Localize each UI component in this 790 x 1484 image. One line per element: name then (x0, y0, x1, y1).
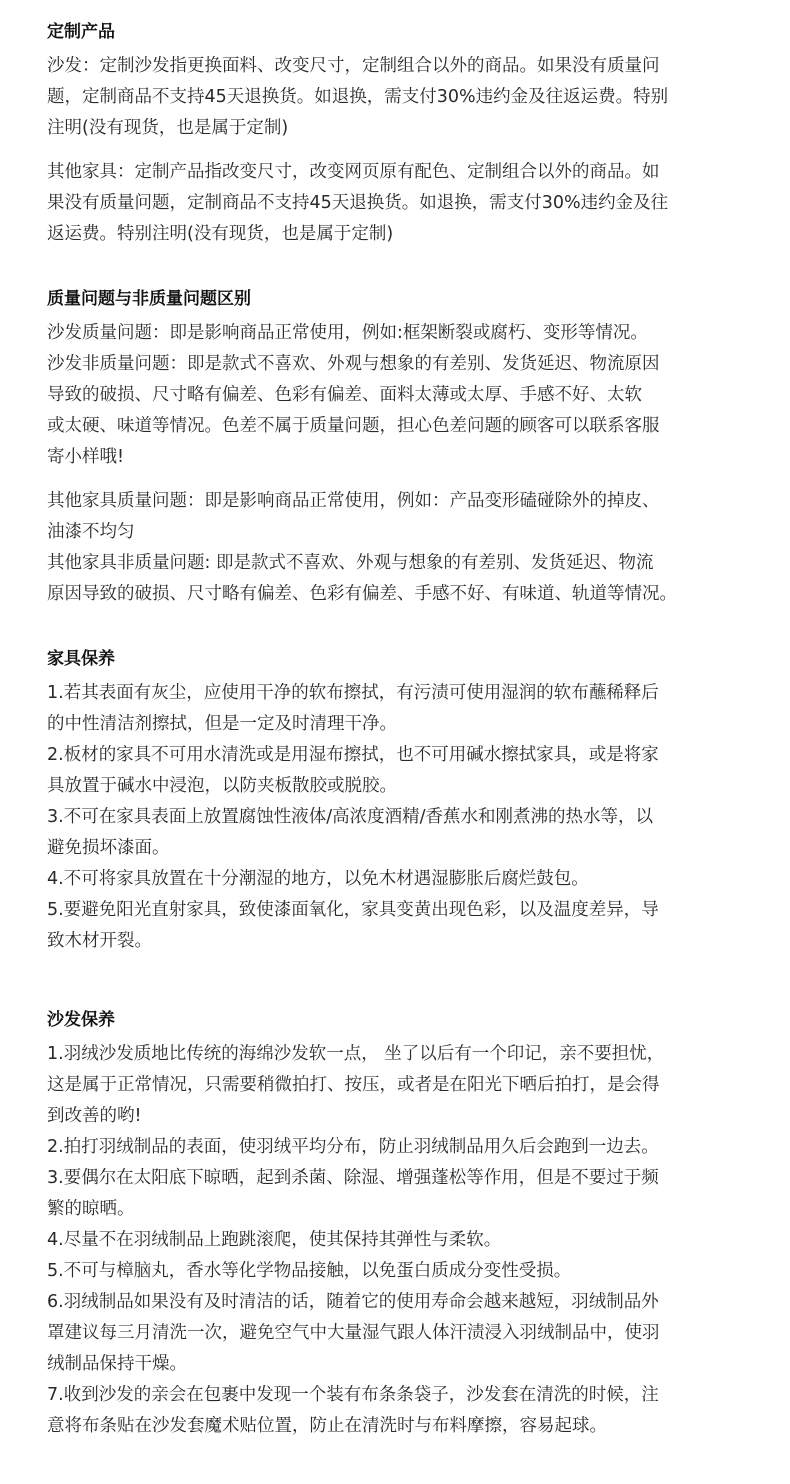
other-nonquality-text: 其他家具非质量问题: 即是款式不喜欢、外观与想象的有差别、发货延迟、物流 原因导致的破损、尺寸略有偏差、色彩有偏差、手感不好、有味道、轨道等情况。 (47, 553, 677, 604)
furniture-care-item: 1.若其表面有灰尘，应使用干净的软布擦拭，有污渍可使用湿润的软布蘸稀释后 的中性清洁剂擦拭，但是一定及时清理干净。 (47, 683, 659, 734)
sofa-care-item: 5.不可与樟脑丸，香水等化学物品接触，以免蛋白质成分变性受损。 (47, 1261, 572, 1281)
sofa-quality-text: 沙发质量问题：即是影响商品正常使用，例如:框架断裂或腐朽、变形等情况。 (47, 323, 648, 343)
section-title-custom: 定制产品 (47, 22, 115, 42)
sofa-nonquality-text: 沙发非质量问题：即是款式不喜欢、外观与想象的有差别、发货延迟、物流原因 导致的破损、尺寸略有偏差、色彩有偏差、面料太薄或太厚、手感不好、太软 或太硬、味道等情况。色差不属于质量问题，担心色差问题的顾客可以联系客服 寄小样哦! (47, 354, 660, 467)
furniture-care-item: 4.不可将家具放置在十分潮湿的地方，以免木材遇湿膨胀后腐烂鼓包。 (47, 869, 589, 889)
section-title-sofa-care: 沙发保养 (47, 1010, 115, 1030)
sofa-care-item: 3.要偶尔在太阳底下晾晒，起到杀菌、除湿、增强蓬松等作用，但是不要过于频 繁的晾晒。 (47, 1168, 659, 1219)
section-title-furniture-care: 家具保养 (47, 649, 115, 669)
sofa-care-item: 2.拍打羽绒制品的表面，使羽绒平均分布，防止羽绒制品用久后会跑到一边去。 (47, 1137, 659, 1157)
sofa-care-item: 6.羽绒制品如果没有及时清洁的话，随着它的使用寿命会越来越短，羽绒制品外 罩建议每三月清洗一次，避免空气中大量湿气跟人体汗渍浸入羽绒制品中，使羽 绒制品保持干燥。 (47, 1292, 660, 1374)
other-quality-text: 其他家具质量问题：即是影响商品正常使用，例如：产品变形磕碰除外的掉皮、 油漆不均匀 (47, 491, 660, 542)
furniture-care-item: 2.板材的家具不可用水清洗或是用湿布擦拭，也不可用碱水擦拭家具，或是将家 具放置于碱水中浸泡，以防夹板散胶或脱胶。 (47, 745, 659, 796)
furniture-care-item: 5.要避免阳光直射家具，致使漆面氧化，家具变黄出现色彩，以及温度差异，导 致木材开裂。 (47, 900, 659, 951)
furniture-care-item: 3.不可在家具表面上放置腐蚀性液体/高浓度酒精/香蕉水和刚煮沸的热水等，以 避免损坏漆面。 (47, 807, 653, 858)
section-title-quality: 质量问题与非质量问题区别 (47, 289, 251, 309)
custom-other-text: 其他家具：定制产品指改变尺寸，改变网页原有配色、定制组合以外的商品。如 果没有质量问题，定制商品不支持45天退换货。如退换，需支付30%违约金及往 返运费。特别注明(没有现货，也是属于定制) (47, 162, 669, 244)
custom-sofa-text: 沙发：定制沙发指更换面料、改变尺寸，定制组合以外的商品。如果没有质量问 题，定制商品不支持45天退换货。如退换，需支付30%违约金及往返运费。特别 注明(没有现货，也是属于定制) (47, 56, 669, 138)
sofa-care-item: 1.羽绒沙发质地比传统的海绵沙发软一点， 坐了以后有一个印记，亲不要担忧， 这是属于正常情况，只需要稍微拍打、按压，或者是在阳光下晒后拍打，是会得 到改善的哟! (47, 1044, 665, 1126)
sofa-care-item: 7.收到沙发的亲会在包裹中发现一个装有布条条袋子，沙发套在清洗的时候，注 意将布条贴在沙发套魔术贴位置，防止在清洗时与布料摩擦，容易起球。 (47, 1385, 659, 1436)
sofa-care-item: 4.尽量不在羽绒制品上跑跳滚爬，使其保持其弹性与柔软。 (47, 1230, 502, 1250)
